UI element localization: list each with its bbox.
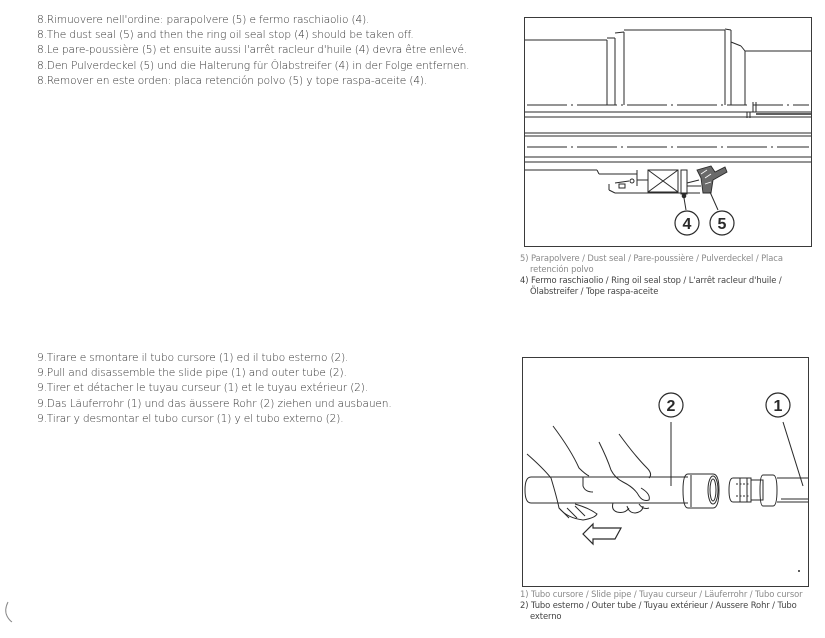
- step-8-instructions: [37, 13, 469, 89]
- legend-item-ring-oil-seal-stop: 4) Fermo raschiaolio / Ring oil seal stop / L'arrêt racleur d'huile / Ölabstreifer / Tope raspa-aceite: [520, 275, 782, 296]
- callout-4: [675, 211, 699, 235]
- callout-2: [659, 393, 683, 417]
- step-9-legend: [520, 589, 820, 622]
- step-8-line-it: 8.Rimuovere nell'ordine: parapolvere (5) e fermo raschiaolio (4).: [37, 14, 370, 26]
- svg-text:1: 1: [773, 398, 783, 415]
- svg-text:5: 5: [717, 216, 727, 233]
- legend-item-outer-tube: 2) Tubo esterno / Outer tube / Tuyau extérieur / Aussere Rohr / Tubo externo: [520, 600, 797, 621]
- step-8-illustration: [524, 17, 812, 247]
- step-9-line-fr: 9.Tirer et détacher le tuyau curseur (1) et le tuyau extérieur (2).: [37, 382, 368, 395]
- callout-1: [766, 393, 790, 417]
- scan-margin-mark: [3, 600, 13, 624]
- step-9-line-en: 9.Pull and disassemble the slide pipe (1) and outer tube (2).: [37, 367, 347, 380]
- svg-text:2: 2: [666, 398, 676, 415]
- step-9-line-it: 9.Tirare e smontare il tubo cursore (1) ed il tubo esterno (2).: [37, 352, 349, 364]
- tube-removal-drawing: [523, 358, 808, 586]
- step-8-legend: [520, 253, 820, 297]
- step-8-line-fr: 8.Le pare-poussière (5) et ensuite aussi l'arrêt racleur d'huile (4) devra être enlevé.: [37, 44, 468, 57]
- legend-item-dust-seal: 5) Parapolvere / Dust seal / Pare-poussière / Pulverdeckel / Placa retención polvo: [520, 253, 783, 274]
- step-8-line-es: 8.Remover en este orden: placa retención polvo (5) y tope raspa-aceite (4).: [37, 74, 428, 87]
- step-9-illustration: [522, 357, 809, 587]
- step-8-line-de: 8.Den Pulverdeckel (5) und die Halterung für Ölabstreifer (4) in der Folge entfernen.: [37, 59, 470, 72]
- step-9-instructions: [37, 351, 392, 427]
- fork-seal-cross-section-drawing: [525, 18, 811, 246]
- legend-item-slide-pipe: 1) Tubo cursore / Slide pipe / Tuyau curseur / Läuferrohr / Tubo cursor: [520, 589, 803, 599]
- step-8-line-en: 8.The dust seal (5) and then the ring oil seal stop (4) should be taken off.: [37, 29, 414, 42]
- callout-5: [710, 211, 734, 235]
- step-9-line-es: 9.Tirar y desmontar el tubo cursor (1) y el tubo externo (2).: [37, 412, 344, 425]
- step-9-line-de: 9.Das Läuferrohr (1) und das äussere Rohr (2) ziehen und ausbauen.: [37, 397, 392, 410]
- svg-text:4: 4: [682, 216, 692, 233]
